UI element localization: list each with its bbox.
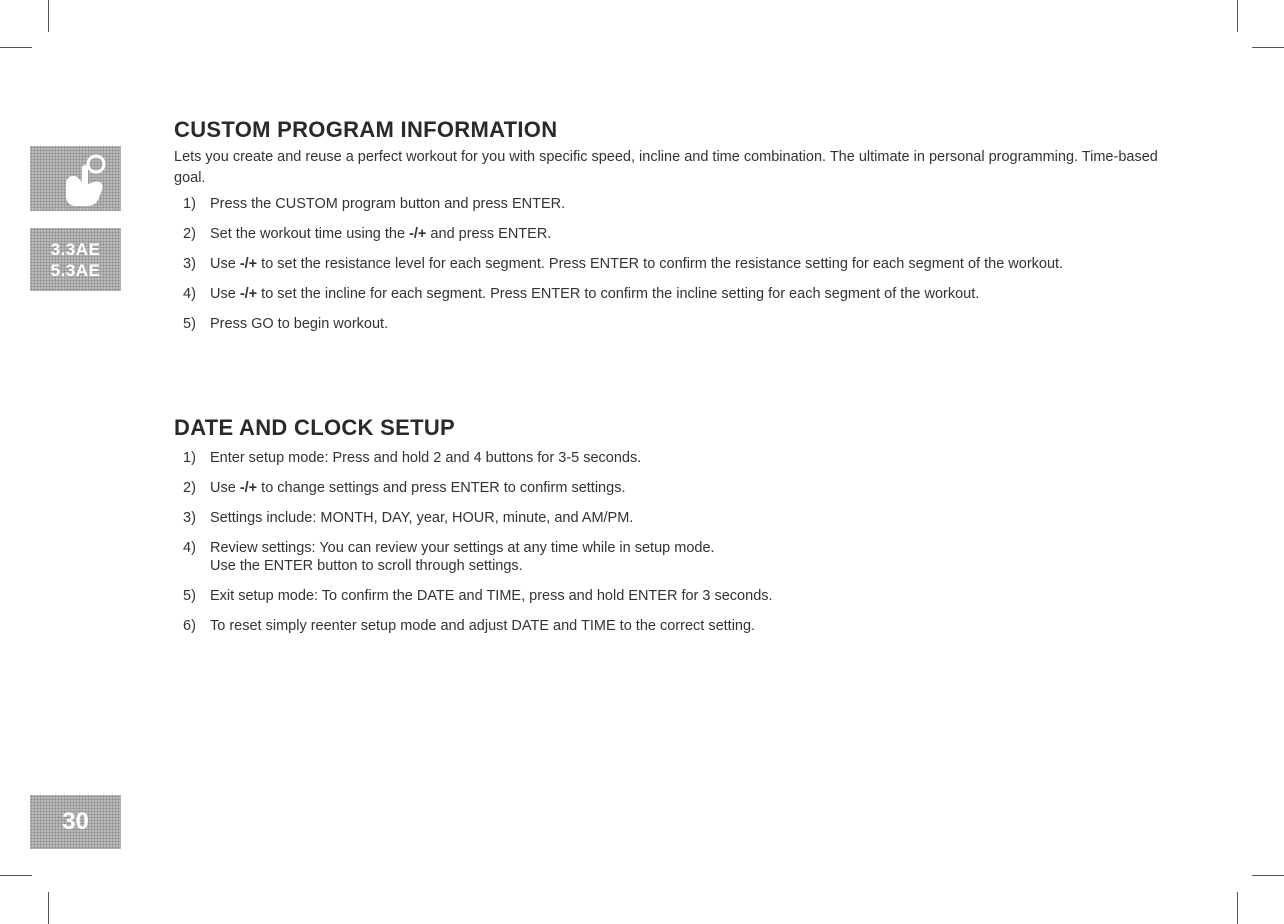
step-text-part: to change settings and press ENTER to confirm settings.	[257, 480, 626, 496]
list-item	[174, 285, 1174, 303]
model-tab	[30, 228, 121, 291]
list-item	[174, 449, 1174, 467]
list-item	[174, 617, 1174, 635]
step-number: 6)	[183, 618, 196, 634]
crop-mark	[48, 892, 49, 924]
crop-mark	[0, 875, 32, 876]
step-text	[210, 509, 633, 527]
list-item	[174, 255, 1174, 273]
step-number: 2)	[183, 226, 196, 242]
list-item	[174, 195, 1174, 213]
step-text-part: to set the resistance level for each segment. Press ENTER to confirm the resistance setting for each segment of the workout.	[257, 256, 1064, 272]
step-text	[210, 539, 715, 575]
hand-press-icon-tab	[30, 146, 121, 211]
list-item	[174, 315, 1174, 333]
step-text-part: Use	[210, 256, 240, 272]
step-text-part: and press ENTER.	[426, 226, 552, 242]
model-label: 5.3AE	[50, 260, 101, 280]
list-item	[174, 225, 1174, 243]
key-label: -/+	[239, 256, 258, 272]
section-title: CUSTOM PROGRAM INFORMATION	[174, 117, 558, 142]
step-text-part: To reset simply reenter setup mode and adjust DATE and TIME to the correct setting.	[210, 618, 756, 634]
step-text	[210, 587, 773, 605]
list-item	[174, 539, 1174, 575]
crop-mark	[1237, 0, 1238, 32]
step-list	[174, 195, 1174, 333]
step-text	[210, 255, 1063, 273]
list-item	[174, 479, 1174, 497]
key-label: -/+	[409, 226, 427, 242]
date-clock-section	[174, 415, 1174, 647]
section-intro: Lets you create and reuse a perfect workout for you with specific speed, incline and time combination. The ultimate in personal programming. Time-based goal.	[174, 149, 1158, 186]
step-number: 1)	[183, 450, 196, 466]
crop-mark	[1252, 875, 1284, 876]
key-label: -/+	[239, 480, 258, 496]
step-text-part: Use	[210, 286, 240, 302]
crop-mark	[0, 47, 32, 48]
step-list	[174, 449, 1174, 635]
step-number: 5)	[183, 588, 196, 604]
step-text-part: Press GO to begin workout.	[210, 316, 389, 332]
step-number: 2)	[183, 480, 196, 496]
page-number: 30	[30, 795, 121, 849]
step-text	[210, 195, 565, 213]
step-text-part: Enter setup mode: Press and hold 2 and 4 buttons for 3-5 seconds.	[210, 450, 642, 466]
list-item	[174, 509, 1174, 527]
step-number: 5)	[183, 316, 196, 332]
crop-mark	[1237, 892, 1238, 924]
step-text	[210, 285, 979, 303]
step-text	[210, 449, 641, 467]
step-text-part: Review settings: You can review your settings at any time while in setup mode. Use the ENTER button to scroll through settings.	[210, 540, 715, 574]
step-number: 3)	[183, 256, 196, 272]
step-text-part: Use	[210, 480, 240, 496]
key-label: -/+	[239, 286, 258, 302]
hand-press-icon	[58, 152, 118, 208]
step-number: 3)	[183, 510, 196, 526]
section-title: DATE AND CLOCK SETUP	[174, 415, 455, 440]
step-text	[210, 225, 551, 243]
step-number: 4)	[183, 540, 196, 556]
step-text-part: Set the workout time using the	[210, 226, 410, 242]
step-text-part: Settings include: MONTH, DAY, year, HOUR, minute, and AM/PM.	[210, 510, 634, 526]
model-label: 3.3AE	[50, 239, 101, 259]
step-text	[210, 315, 388, 333]
step-number: 1)	[183, 196, 196, 212]
custom-program-section	[174, 117, 1174, 345]
crop-mark	[1252, 47, 1284, 48]
list-item	[174, 587, 1174, 605]
step-text-part: to set the incline for each segment. Press ENTER to confirm the incline setting for each segment of the workout.	[257, 286, 980, 302]
step-text-part: Exit setup mode: To confirm the DATE and TIME, press and hold ENTER for 3 seconds.	[210, 588, 773, 604]
step-text	[210, 617, 755, 635]
step-text-part: Press the CUSTOM program button and press ENTER.	[210, 196, 566, 212]
crop-mark	[48, 0, 49, 32]
step-text	[210, 479, 625, 497]
step-number: 4)	[183, 286, 196, 302]
